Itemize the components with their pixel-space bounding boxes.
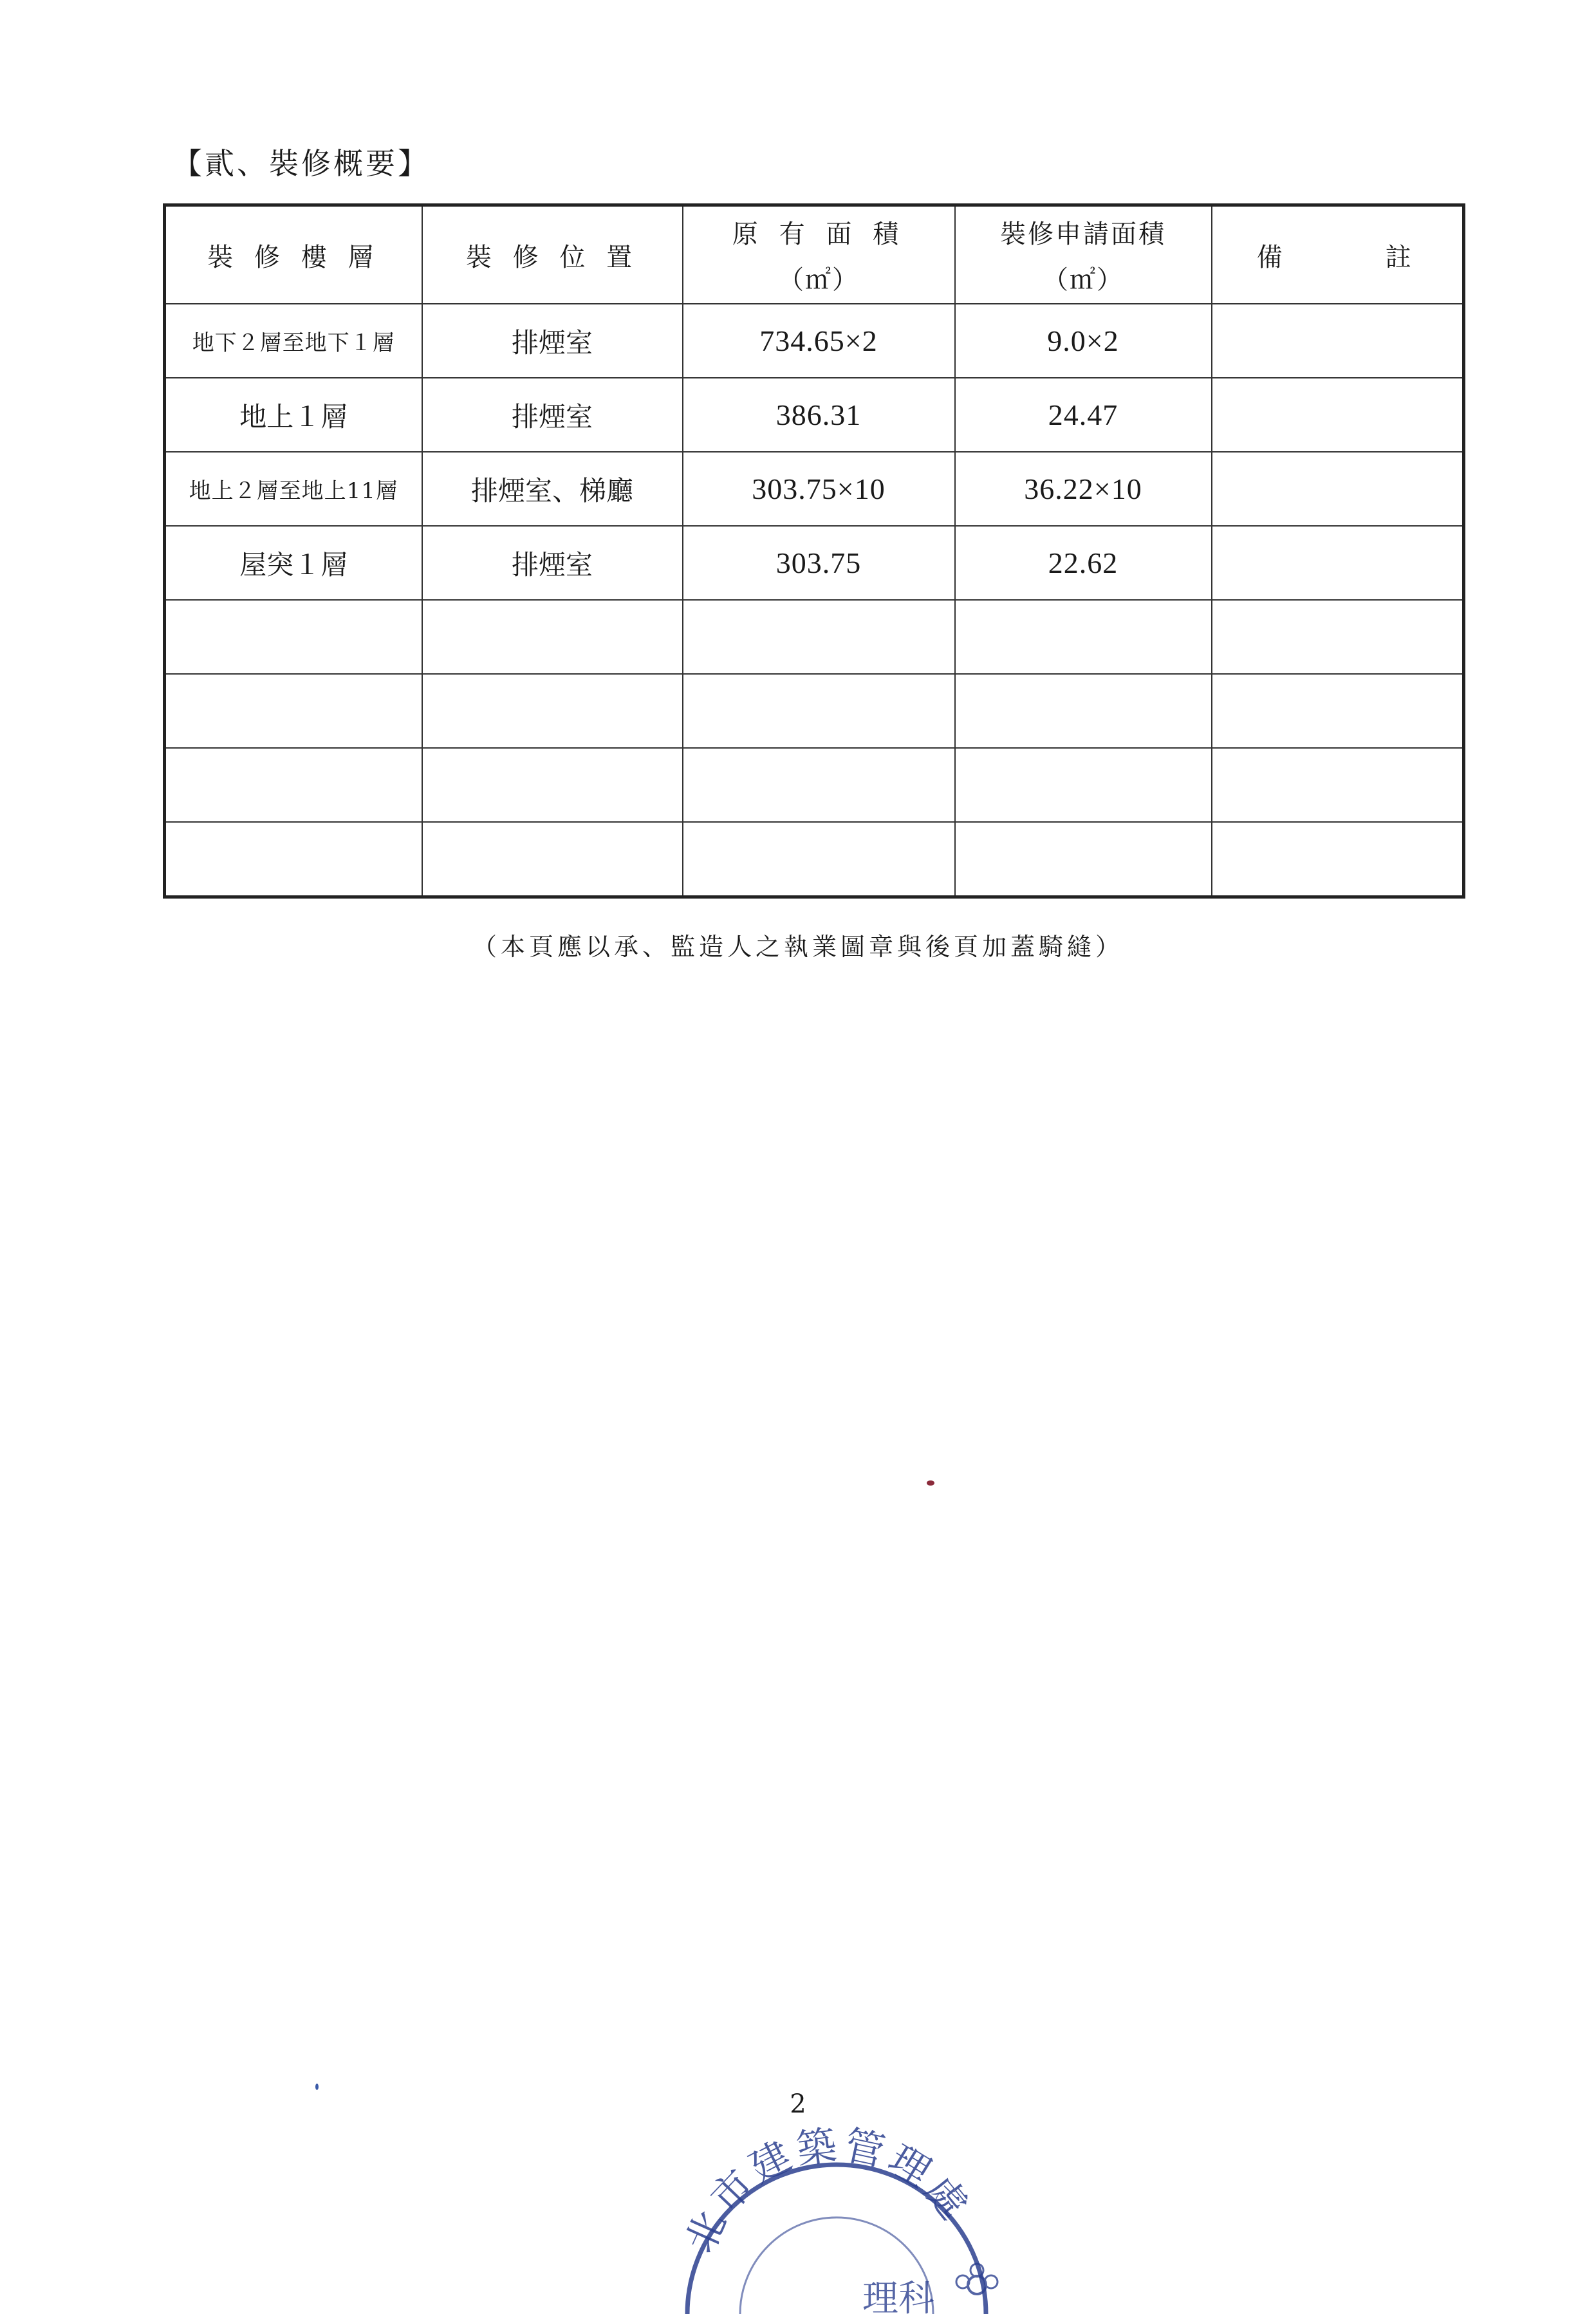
header-unit: （㎡） bbox=[778, 265, 859, 295]
section-title: 【貳、裝修概要】 bbox=[172, 146, 430, 181]
cell-applied-area: 22.62 bbox=[955, 526, 1212, 600]
cell-floor bbox=[165, 600, 422, 674]
cell-remarks bbox=[1212, 378, 1464, 452]
header-original-area bbox=[683, 205, 955, 304]
cell-original-area: 386.31 bbox=[683, 378, 955, 452]
header-floor bbox=[165, 205, 422, 304]
header-location bbox=[422, 205, 683, 304]
scan-speck bbox=[927, 1480, 934, 1486]
cell-remarks bbox=[1212, 526, 1464, 600]
header-applied-area bbox=[955, 205, 1212, 304]
cell-remarks bbox=[1212, 674, 1464, 748]
cell-floor bbox=[165, 822, 422, 897]
cell-applied-area: 36.22×10 bbox=[955, 452, 1212, 526]
renovation-summary-table bbox=[163, 203, 1465, 899]
table-row bbox=[165, 674, 1464, 748]
cell-remarks bbox=[1212, 748, 1464, 822]
table-row bbox=[165, 526, 1464, 600]
scan-speck bbox=[315, 2084, 319, 2090]
cell-location bbox=[422, 822, 683, 897]
cell-remarks bbox=[1212, 600, 1464, 674]
cell-applied-area bbox=[955, 674, 1212, 748]
table-row bbox=[165, 822, 1464, 897]
cell-floor: 地下２層至地下１層 bbox=[165, 304, 422, 378]
cell-floor: 地上２層至地上11層 bbox=[165, 452, 422, 526]
cell-location: 排煙室 bbox=[422, 304, 683, 378]
table-row bbox=[165, 378, 1464, 452]
cell-location bbox=[422, 674, 683, 748]
cell-applied-area bbox=[955, 822, 1212, 897]
table-row bbox=[165, 748, 1464, 822]
table-header-row bbox=[165, 205, 1464, 304]
table-row bbox=[165, 452, 1464, 526]
cell-applied-area: 9.0×2 bbox=[955, 304, 1212, 378]
cell-location: 排煙室、梯廳 bbox=[422, 452, 683, 526]
cell-original-area bbox=[683, 822, 955, 897]
footnote: （本頁應以承、監造人之執業圖章與後頁加蓋騎縫） bbox=[472, 933, 1124, 961]
table-row bbox=[165, 600, 1464, 674]
page-number: 2 bbox=[790, 2089, 806, 2119]
cell-applied-area: 24.47 bbox=[955, 378, 1212, 452]
cell-original-area bbox=[683, 600, 955, 674]
svg-text:北市建築管理處 bbox=[676, 2121, 980, 2259]
header-unit: （㎡） bbox=[1043, 265, 1124, 295]
official-seal-stamp bbox=[669, 2121, 1004, 2314]
cell-remarks bbox=[1212, 822, 1464, 897]
cell-location: 排煙室 bbox=[422, 526, 683, 600]
cell-original-area bbox=[683, 748, 955, 822]
cell-remarks bbox=[1212, 452, 1464, 526]
header-label: 原 有 面 積 bbox=[732, 219, 905, 249]
cell-original-area: 303.75×10 bbox=[683, 452, 955, 526]
cell-original-area bbox=[683, 674, 955, 748]
header-remarks bbox=[1212, 205, 1464, 304]
table-row bbox=[165, 304, 1464, 378]
cell-floor bbox=[165, 674, 422, 748]
cell-location: 排煙室 bbox=[422, 378, 683, 452]
cell-applied-area bbox=[955, 748, 1212, 822]
header-label: 裝 修 樓 層 bbox=[207, 242, 380, 272]
header-label: 裝 修 位 置 bbox=[465, 242, 639, 272]
stamp-subtext: 理科 bbox=[862, 2278, 934, 2314]
cell-original-area: 734.65×2 bbox=[683, 304, 955, 378]
cell-floor: 屋突１層 bbox=[165, 526, 422, 600]
cell-location bbox=[422, 600, 683, 674]
cell-remarks bbox=[1212, 304, 1464, 378]
cell-floor bbox=[165, 748, 422, 822]
cell-floor: 地上１層 bbox=[165, 378, 422, 452]
header-label: 備 註 bbox=[1256, 242, 1418, 272]
stamp-text: 北市建築管理處 bbox=[676, 2121, 980, 2260]
cell-original-area: 303.75 bbox=[683, 526, 955, 600]
cell-applied-area bbox=[955, 600, 1212, 674]
header-label: 裝修申請面積 bbox=[1000, 219, 1166, 249]
cell-location bbox=[422, 748, 683, 822]
